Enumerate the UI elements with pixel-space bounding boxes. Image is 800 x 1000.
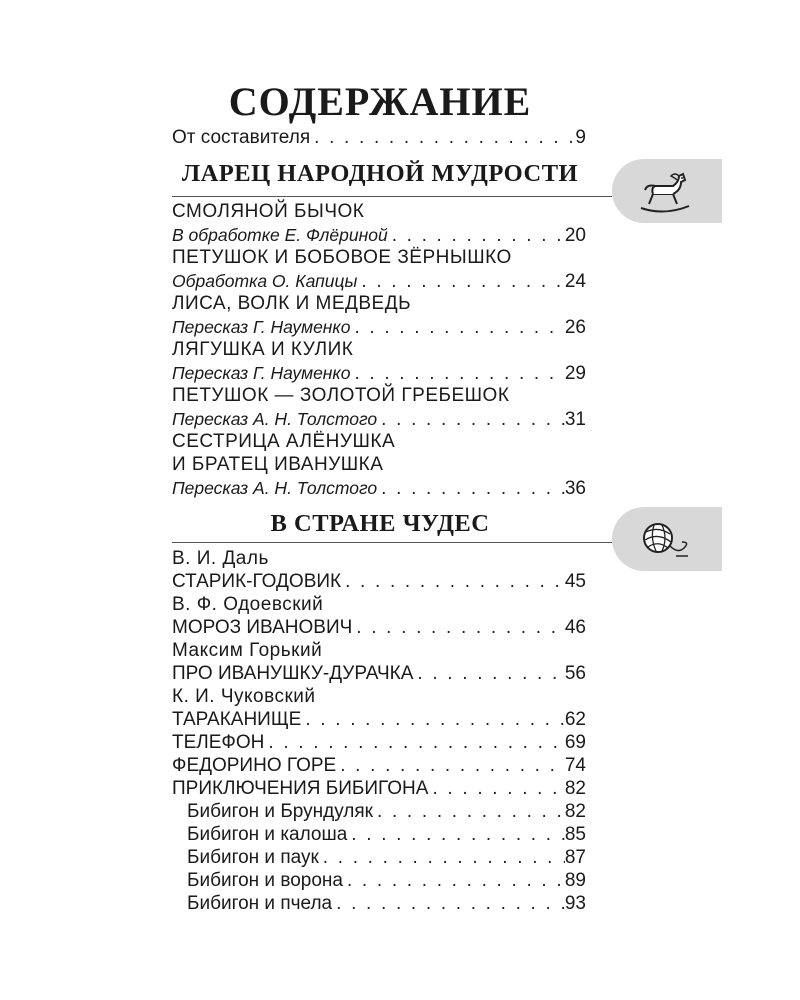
- toc-entry[interactable]: [172, 731, 586, 755]
- toc-subentry[interactable]: [187, 800, 586, 824]
- toc-author: В. И. Даль: [172, 548, 269, 569]
- dot-leader: [332, 892, 565, 916]
- toc-title: ПЕТУШОК И БОБОВОЕ ЗЁРНЫШКО: [172, 247, 512, 268]
- entry-label: Пересказ Г. Науменко: [172, 317, 351, 337]
- toc-entry[interactable]: [172, 616, 586, 640]
- toc-entry[interactable]: [172, 754, 586, 778]
- page-number: 93: [564, 893, 586, 914]
- yarn-ball-icon: [636, 516, 692, 562]
- entry-label: Бибигон и пчела: [187, 893, 333, 914]
- toc-entry[interactable]: [172, 315, 586, 339]
- dot-leader: [301, 708, 565, 732]
- page-number: 62: [564, 709, 586, 730]
- toc-entry[interactable]: [172, 476, 586, 500]
- section-divider: [172, 542, 612, 543]
- page-number: 45: [564, 571, 586, 592]
- dot-leader: [310, 126, 575, 150]
- toc-subentry[interactable]: [187, 823, 586, 847]
- dot-leader: [428, 777, 564, 801]
- entry-label: Бибигон и паук: [187, 847, 319, 868]
- toc-entry[interactable]: [172, 407, 586, 431]
- entry-label: Бибигон и ворона: [187, 870, 343, 891]
- toc-title: ПЕТУШОК — ЗОЛОТОЙ ГРЕБЕШОК: [172, 385, 510, 406]
- page-number: 24: [564, 271, 586, 292]
- toc-entry[interactable]: [172, 708, 586, 732]
- page-number: 46: [564, 617, 586, 638]
- toc-entry[interactable]: [172, 361, 586, 385]
- toc-entry-intro[interactable]: [172, 126, 586, 150]
- dot-leader: [336, 754, 565, 778]
- page-number: 31: [564, 409, 586, 430]
- dot-leader: [373, 800, 565, 824]
- toc-subentry[interactable]: [187, 846, 586, 870]
- page-number: 56: [564, 663, 586, 684]
- toc-entry[interactable]: [172, 223, 586, 247]
- page-number: 26: [564, 317, 586, 338]
- section-heading-folk-wisdom: ЛАРЕЦ НАРОДНОЙ МУДРОСТИ: [181, 160, 579, 187]
- page-number: 82: [564, 778, 586, 799]
- page-title: СОДЕРЖАНИЕ: [228, 79, 532, 124]
- entry-label: ФЕДОРИНО ГОРЕ: [172, 755, 337, 776]
- toc-subentry[interactable]: [187, 869, 586, 893]
- entry-label: Бибигон и Брундуляк: [187, 801, 373, 822]
- page-number: 89: [564, 870, 586, 891]
- section-divider: [172, 196, 612, 197]
- entry-label: ПРО ИВАНУШКУ-ДУРАЧКА: [172, 663, 414, 684]
- page-number: 82: [564, 801, 586, 822]
- entry-label: Обработка О. Капицы: [172, 271, 358, 291]
- dot-leader: [377, 477, 565, 501]
- dot-leader: [341, 570, 565, 594]
- page-number: 85: [564, 824, 586, 845]
- entry-label: ПРИКЛЮЧЕНИЯ БИБИГОНА: [172, 778, 429, 799]
- dot-leader: [264, 731, 564, 755]
- section-tab-folk-wisdom: [612, 159, 722, 223]
- toc-author: Максим Горький: [172, 640, 323, 661]
- toc-entry[interactable]: [172, 570, 586, 594]
- toc-subentry[interactable]: [187, 892, 586, 916]
- toc-entry[interactable]: [172, 269, 586, 293]
- entry-label: Пересказ А. Н. Толстого: [172, 478, 378, 498]
- entry-label: ТАРАКАНИЩЕ: [172, 709, 302, 730]
- dot-leader: [347, 823, 565, 847]
- page-number: 69: [564, 732, 586, 753]
- entry-label: СТАРИК-ГОДОВИК: [172, 571, 342, 592]
- dot-leader: [350, 362, 564, 386]
- entry-label: От составителя: [172, 127, 311, 148]
- page-number: 9: [575, 127, 586, 148]
- rocking-horse-icon: [635, 168, 693, 214]
- dot-leader: [352, 616, 565, 640]
- page-number: 20: [564, 225, 586, 246]
- dot-leader: [413, 662, 564, 686]
- dot-leader: [388, 224, 565, 248]
- entry-label: В обработке Е. Флёриной: [172, 225, 388, 245]
- section-heading-wonderland: В СТРАНЕ ЧУДЕС: [270, 510, 490, 537]
- page-number: 74: [564, 755, 586, 776]
- toc-title: И БРАТЕЦ ИВАНУШКА: [172, 454, 384, 475]
- toc-author: В. Ф. Одоевский: [172, 594, 324, 615]
- toc-title: СМОЛЯНОЙ БЫЧОК: [172, 201, 365, 222]
- page-number: 29: [564, 363, 586, 384]
- page-number: 87: [564, 847, 586, 868]
- dot-leader: [319, 846, 565, 870]
- toc-entry[interactable]: [172, 662, 586, 686]
- entry-label: Бибигон и калоша: [187, 824, 348, 845]
- page-number: 36: [564, 478, 586, 499]
- entry-label: МОРОЗ ИВАНОВИЧ: [172, 617, 353, 638]
- entry-label: Пересказ А. Н. Толстого: [172, 409, 378, 429]
- section-tab-wonderland: [612, 507, 722, 571]
- toc-entry[interactable]: [172, 777, 586, 801]
- dot-leader: [357, 270, 564, 294]
- entry-label: Пересказ Г. Науменко: [172, 363, 351, 383]
- toc-title: СЕСТРИЦА АЛЁНУШКА: [172, 431, 396, 452]
- toc-author: К. И. Чуковский: [172, 686, 316, 707]
- toc-title: ЛИСА, ВОЛК И МЕДВЕДЬ: [172, 293, 412, 314]
- dot-leader: [350, 316, 564, 340]
- entry-label: ТЕЛЕФОН: [172, 732, 265, 753]
- dot-leader: [343, 869, 565, 893]
- toc-title: ЛЯГУШКА И КУЛИК: [172, 339, 354, 360]
- dot-leader: [377, 408, 565, 432]
